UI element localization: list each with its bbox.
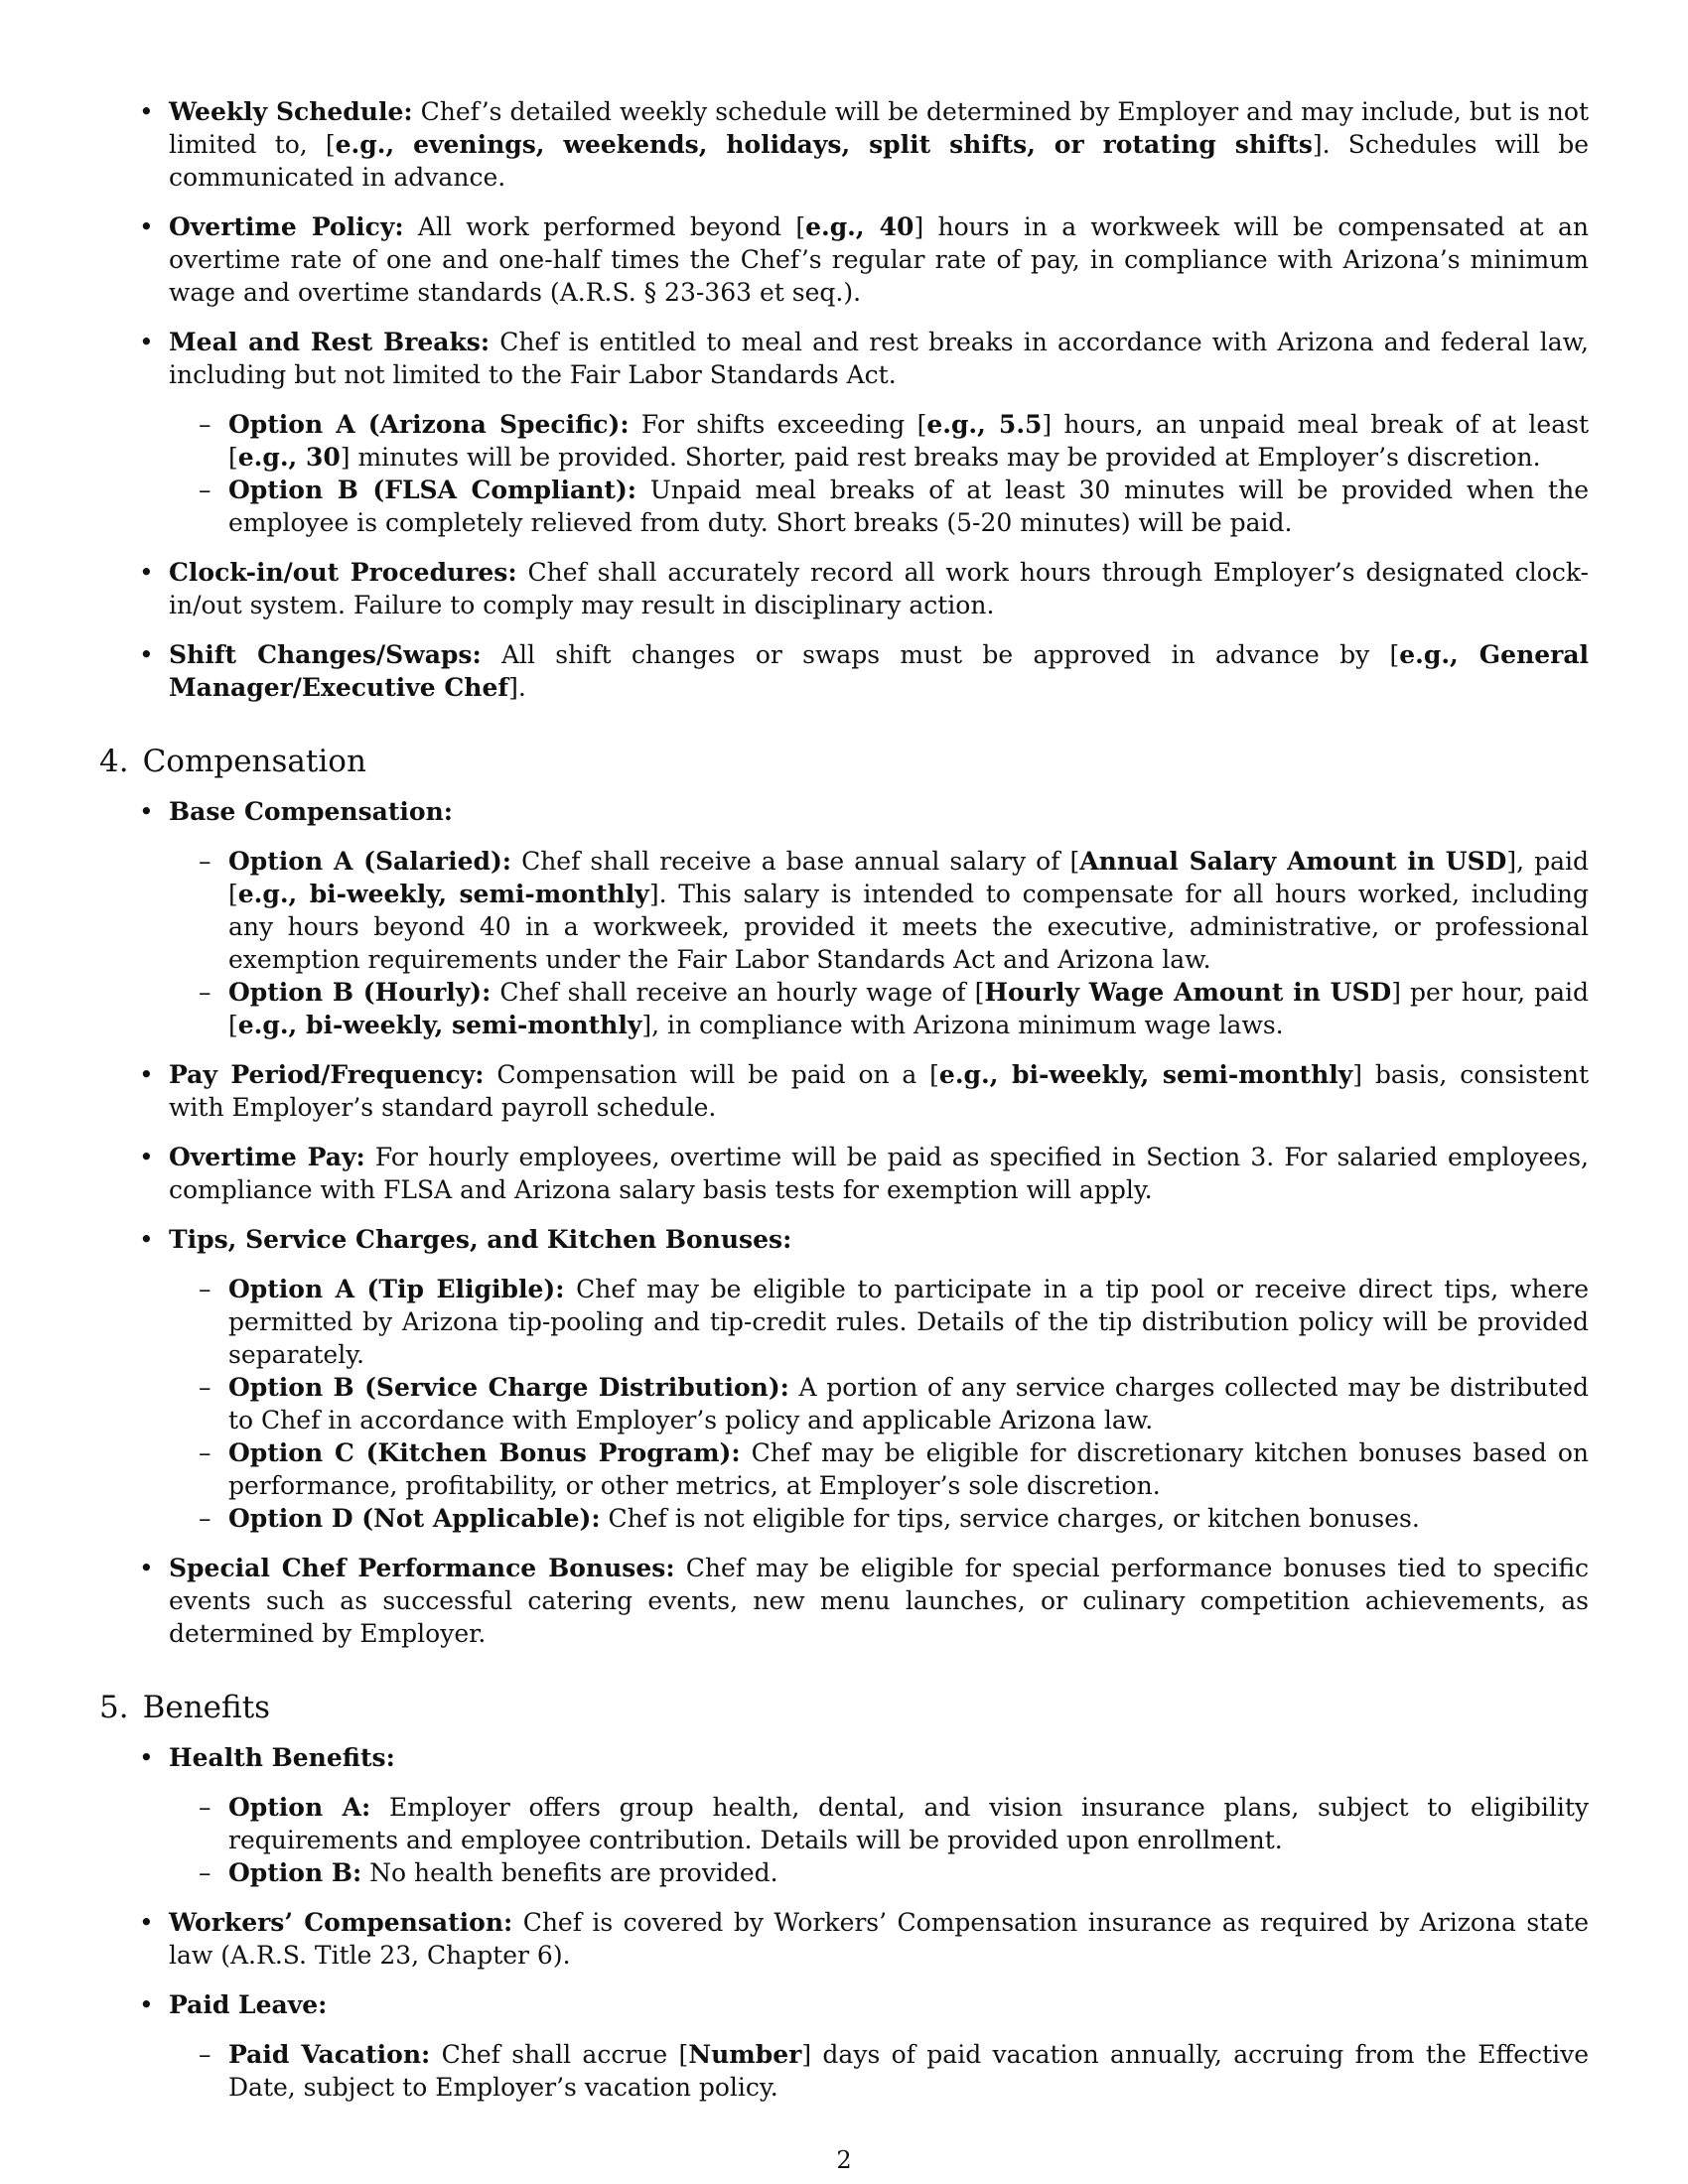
tips-option-b: – Option B (Service Charge Distribution): A portion of any service charges collected may be distributed to Chef in accordance with Employer’s policy and applicable Arizona law. (199, 1373, 1589, 1434)
section-5-list (139, 1741, 1590, 2104)
workers-comp-item: • Workers’ Compensation: Chef is covered by Workers’ Compensation insurance as required by Arizona state law (A.R.S. Title 23, Chapter 6). (139, 1908, 1589, 1970)
health-benefits-item: • Health Benefits: – Option A: Employer offers group health, dental, and vision insurance plans, subject to eligibility requirements and employee contribution. Details will be provided upon enrollment. – Option B: No health benefits are provided. (139, 1743, 1590, 1887)
section-4-heading: 4. Compensation (99, 744, 366, 779)
section-5-heading: 5. Benefits (99, 1690, 271, 1725)
paid-leave-item: • Paid Leave: – Paid Vacation: Chef shall accrue [Number] days of paid vacation annually, accruing from the Effective Date, subject to Employer’s vacation policy. (139, 1990, 1590, 2102)
meal-option-b: – Option B (FLSA Compliant): Unpaid meal breaks of at least 30 minutes will be provided when the employee is completely relieved from duty. Short breaks (5-20 minutes) will be paid. (199, 476, 1589, 537)
overtime-policy-item: • Overtime Policy: All work performed beyond [e.g., 40] hours in a workweek will be compensated at an overtime rate of one and one-half times the Chef’s regular rate of pay, in compliance with Arizona’s minimum wage and overtime standards (A.R.S. § 23-363 et seq.). (139, 212, 1590, 307)
health-option-b: – Option B: No health benefits are provided. (199, 1858, 778, 1887)
health-options-list (199, 1791, 1590, 1889)
special-bonuses-item: • Special Chef Performance Bonuses: Chef may be eligible for special performance bonuses tied to specific events such as successful catering events, new menu launches, or culinary competition achievements, as determined by Employer. (139, 1554, 1590, 1648)
meal-option-a: – Option A (Arizona Specific): For shifts exceeding [e.g., 5.5] hours, an unpaid meal break of at least [e.g., 30] minutes will be provided. Shorter, paid rest breaks may be provided at Employer’s discretion. (199, 410, 1589, 472)
tips-option-c: – Option C (Kitchen Bonus Program): Chef may be eligible for discretionary kitchen bonuses based on performance, profitability, or other metrics, at Employer’s sole discretion. (199, 1438, 1589, 1500)
paid-leave-list (199, 2038, 1590, 2104)
pay-period-item: • Pay Period/Frequency: Compensation will be paid on a [e.g., bi-weekly, semi-monthly] basis, consistent with Employer’s standard payroll schedule. (139, 1060, 1589, 1122)
weekly-schedule-item: • Weekly Schedule: Chef’s detailed weekly schedule will be determined by Employer and may include, but is not limited to, [e.g., evenings, weekends, holidays, split shifts, or rotating shifts]. Schedules will be communicated in advance. (139, 97, 1589, 192)
clock-in-out-item: • Clock-in/out Procedures: Chef shall accurately record all work hours through Employer’s designated clock-in/out system. Failure to comply may result in disciplinary action. (139, 558, 1590, 619)
tips-option-d: – Option D (Not Applicable): Chef is not eligible for tips, service charges, or kitchen bonuses. (199, 1504, 1420, 1533)
section-4-list (139, 795, 1590, 1650)
health-option-a: – Option A: Employer offers group health, dental, and vision insurance plans, subject to eligibility requirements and employee contribution. Details will be provided upon enrollment. (199, 1793, 1590, 1854)
tips-item: • Tips, Service Charges, and Kitchen Bonuses: – Option A (Tip Eligible): Chef may be eligible to participate in a tip pool or receive direct tips, where permitted by Arizona tip-pooling and tip-credit rules. Details of the tip distribution policy will be provided separately. – Option B (Service Charge Distribution): A portion of any service charges collected may be distributed to Chef in accordance with Employer’s policy and applicable Arizona law. – Option C (Kitchen Bonus Program): Chef may be eligible for discretionary kitchen bonuses based on performance, profitability, or other metrics, at Employer’s sole discretion. – Option D (Not Applicable): Chef is not eligible for tips, service charges, or kitchen bonuses. (139, 1225, 1589, 1533)
page-number: 2 (836, 2146, 852, 2174)
meal-options-list (199, 408, 1589, 539)
tips-option-a: – Option A (Tip Eligible): Chef may be eligible to participate in a tip pool or receive direct tips, where permitted by Arizona tip-pooling and tip-credit rules. Details of the tip distribution policy will be provided separately. (199, 1275, 1589, 1369)
shift-changes-item: • Shift Changes/Swaps: All shift changes or swaps must be approved in advance by [e.g., General Manager/Executive Chef]. (139, 640, 1590, 702)
overtime-pay-item: • Overtime Pay: For hourly employees, overtime will be paid as specified in Section 3. For salaried employees, compliance with FLSA and Arizona salary basis tests for exemption will apply. (139, 1143, 1589, 1204)
paid-vacation-item: – Paid Vacation: Chef shall accrue [Number] days of paid vacation annually, accruing from the Effective Date, subject to Employer’s vacation policy. (199, 2040, 1590, 2102)
base-option-b: – Option B (Hourly): Chef shall receive an hourly wage of [Hourly Wage Amount in USD] per hour, paid [e.g., bi-weekly, semi-monthly], in compliance with Arizona minimum wage laws. (199, 978, 1590, 1039)
base-compensation-item: • Base Compensation: – Option A (Salaried): Chef shall receive a base annual salary of [Annual Salary Amount in USD], paid [e.g., bi-weekly, semi-monthly]. This salary is intended to compensate for all hours worked, including any hours beyond 40 in a workweek, provided it meets the executive, administrative, or professional exemption requirements under the Fair Labor Standards Act and Arizona law. – Option B (Hourly): Chef shall receive an hourly wage of [Hourly Wage Amount in USD] per hour, paid [e.g., bi-weekly, semi-monthly], in compliance with Arizona minimum wage laws. (139, 797, 1590, 1039)
meal-rest-breaks-item: • Meal and Rest Breaks: Chef is entitled to meal and rest breaks in accordance with Arizona and federal law, including but not limited to the Fair Labor Standards Act. – Option A (Arizona Specific): For shifts exceeding [e.g., 5.5] hours, an unpaid meal break of at least [e.g., 30] minutes will be provided. Shorter, paid rest breaks may be provided at Employer’s discretion. – Option B (FLSA Compliant): Unpaid meal breaks of at least 30 minutes will be provided when the employee is completely relieved from duty. Short breaks (5-20 minutes) will be paid. (139, 328, 1589, 537)
base-options-list (199, 845, 1590, 1041)
base-option-a: – Option A (Salaried): Chef shall receive a base annual salary of [Annual Salary Amount in USD], paid [e.g., bi-weekly, semi-monthly]. This salary is intended to compensate for all hours worked, including any hours beyond 40 in a workweek, provided it meets the executive, administrative, or professional exemption requirements under the Fair Labor Standards Act and Arizona law. (199, 847, 1590, 974)
document-page (99, 95, 1589, 2120)
tips-options-list (199, 1273, 1589, 1535)
section-3-list (139, 95, 1590, 704)
